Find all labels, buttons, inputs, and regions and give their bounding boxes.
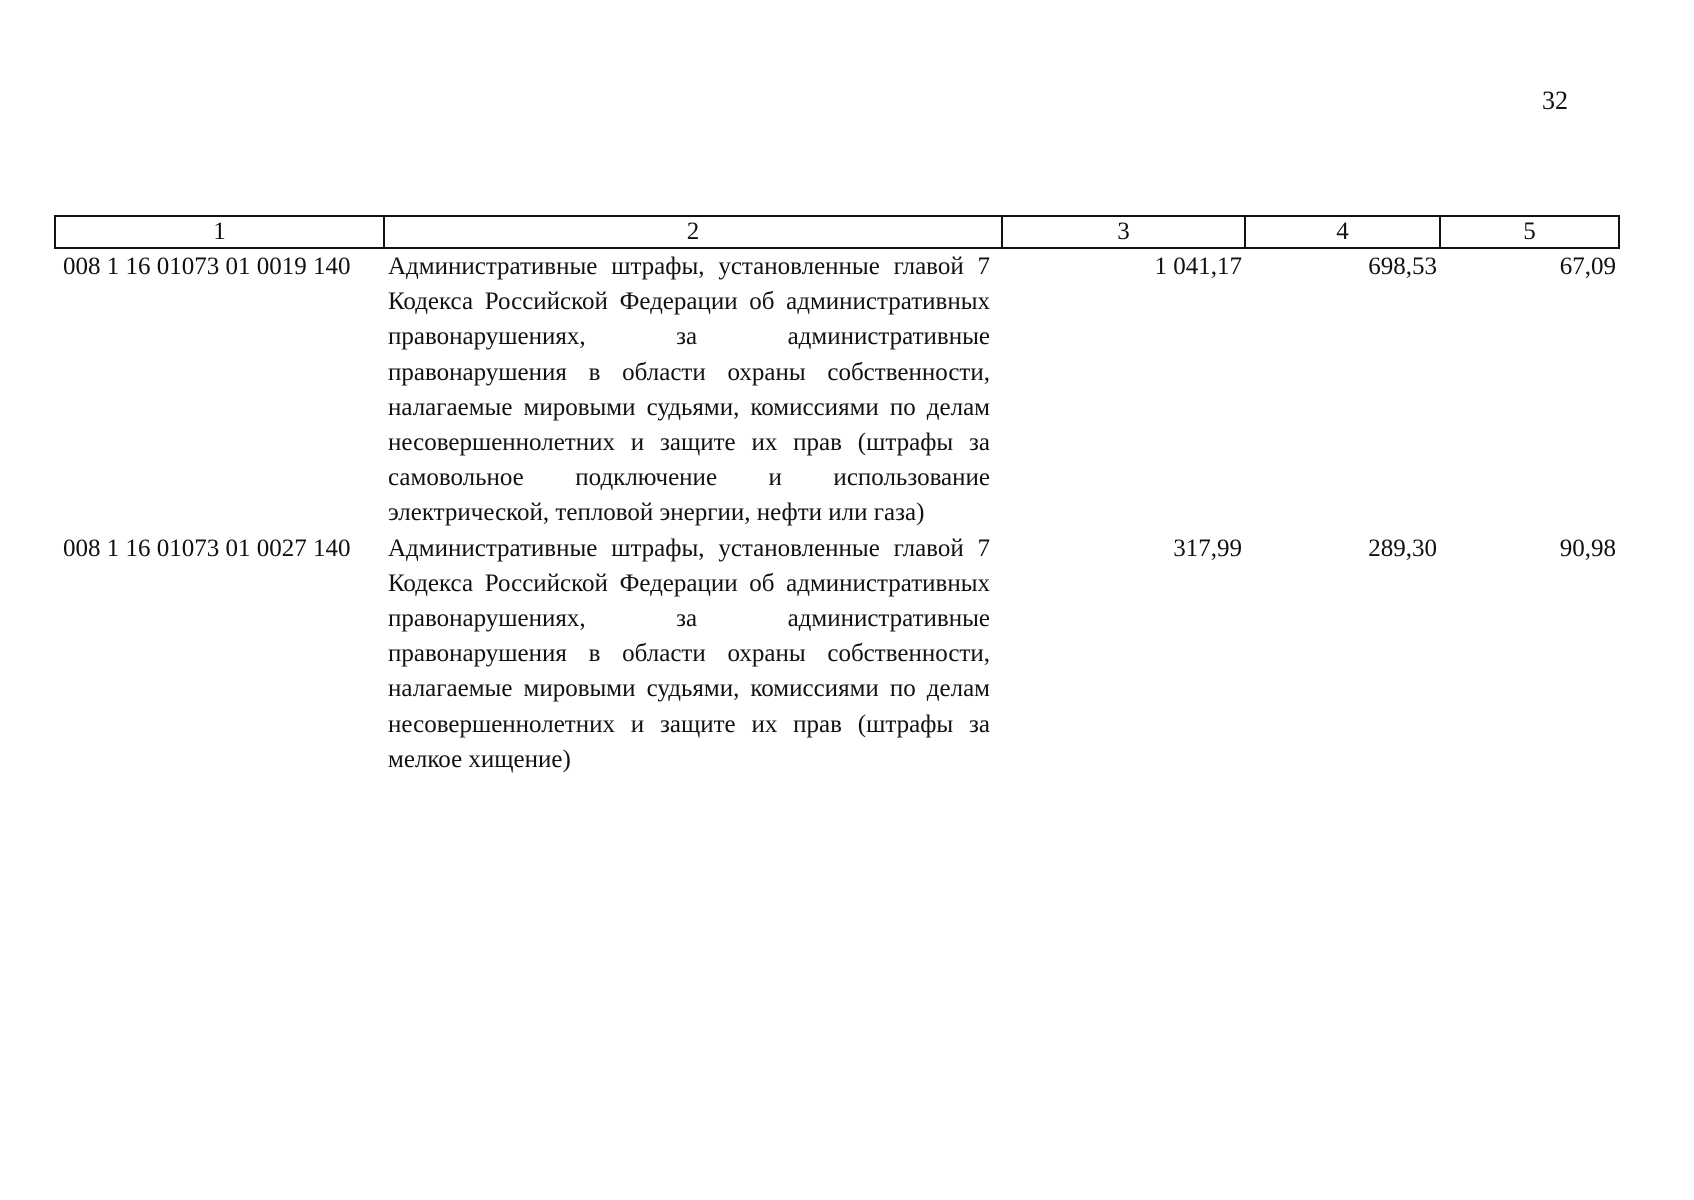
- budget-code-cell: 008 1 16 01073 01 0019 140: [63, 253, 351, 280]
- column-header-1: 1: [55, 216, 384, 248]
- column-header-2: 2: [384, 216, 1002, 248]
- column-header-3: 3: [1002, 216, 1245, 248]
- value-cell-col4: 289,30: [1368, 534, 1437, 562]
- table-header: [55, 216, 1619, 248]
- table-row: [55, 248, 1619, 531]
- header-row: [55, 216, 1619, 248]
- budget-table: [54, 215, 1620, 777]
- column-header-4: 4: [1245, 216, 1440, 248]
- value-cell-col5: 67,09: [1559, 253, 1616, 280]
- page-number: 32: [1542, 86, 1568, 115]
- table-row: [55, 531, 1619, 777]
- description-cell: Административные штрафы, установленные главой 7 Кодекса Российской Федерации об административных правонарушениях, за административные правонарушения в области охраны собственности, налагаемые мировыми судьями, комиссиями по делам несовершеннолетних и защите их прав (штрафы за самовольное подключение и использование электрической, тепловой энергии, нефти или газа): [388, 253, 990, 527]
- description-cell: Административные штрафы, установленные главой 7 Кодекса Российской Федерации об административных правонарушениях, за административные правонарушения в области охраны собственности, налагаемые мировыми судьями, комиссиями по делам несовершеннолетних и защите их прав (штрафы за мелкое хищение): [388, 534, 990, 773]
- column-header-5: 5: [1440, 216, 1619, 248]
- value-cell-col5: 90,98: [1559, 534, 1616, 562]
- value-cell-col3: 1 041,17: [1154, 253, 1242, 280]
- value-cell-col3: 317,99: [1173, 534, 1242, 562]
- table-body: [55, 248, 1619, 777]
- budget-code-cell: 008 1 16 01073 01 0027 140: [63, 534, 351, 562]
- value-cell-col4: 698,53: [1368, 253, 1437, 280]
